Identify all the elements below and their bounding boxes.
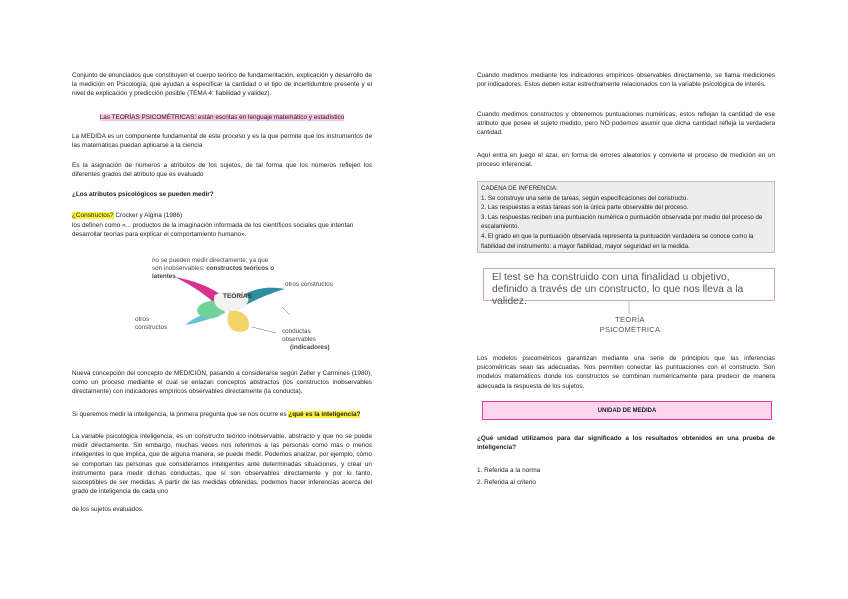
option-item: 1. Referida a la norma [477, 467, 541, 474]
asignacion-paragraph: Es la asignación de números a atributos de los sujetos, de tal forma que los números reflejen los diferentes grados del atributo que es evaluado [72, 162, 372, 179]
inference-chain-item: 3. Las respuestas reciben una puntuación numérica o puntuación observada por medio del proceso de escalamiento. [481, 213, 763, 231]
medicion-paragraph: Nueva concepción del concepto de MEDICIÓN, pasando a considerarse según Zeller y Carmines (1980), como un proceso mediante el cual se enlazan conceptos abstractos (los constructos inobservables directamente) con indicadores empíricos observables directamente (la conducta). [72, 370, 372, 396]
inteligencia-tail: de los sujetos evaluados. [72, 506, 144, 513]
constructos-ref: Crocker y Algina (1986) [113, 212, 183, 219]
constructos-definition: los definen como «... productos de la imaginación informada de los científicos sociales que intentan desarrollar teorías para explicar el comportamiento humano». [72, 222, 354, 239]
theory-psychometric-label [590, 315, 670, 335]
intro-paragraph: Conjunto de enunciados que constituyen el cuerpo teórico de fundamentación, explicación y desarrollo de la medición en Psicología, que ayudan a especificar la cantidad o el tipo de incertidumbre presente y el nivel de explicación y predicción posible (TEMA 4: fiabilidad y validez). [72, 72, 372, 98]
diagram-otros-right: otros constructos [285, 281, 333, 288]
constructos-numeric-paragraph: Cuando medimos constructos y obtenemos puntuaciones numéricas, estos reflejan la cantidad de ese atributo que posee el sujeto medido, pero NO podemos asumir que dicha cantidad refleja la verdadera cantidad. [477, 111, 775, 137]
question-medir: ¿Los atributos psicológicos se pueden medir? [72, 191, 214, 198]
teorias-title-text: Las TEORÍAS PSICOMÉTRICAS: están escritas en lenguaje matemático y estadístico [99, 114, 345, 121]
inteligencia-question-highlight: ¿qué es la inteligencia? [288, 411, 361, 418]
diagram-conductas: conductas observables [282, 328, 316, 343]
medida-paragraph: La MEDIDA es un componente fundamental de este proceso y es la que permite que los instrumentos de las matemáticas puedan aplicarse a la ciencia [72, 133, 372, 150]
inference-chain-item: 4. El grado en que la puntuación observada representa la puntuación verdadera se conoce como la fiabilidad del instrumento: a mayor fiabilidad, mayor seguridad en la medida. [481, 232, 754, 250]
inference-chain-item: 2. Las respuestas a estas tareas son la única parte observable del proceso. [481, 204, 689, 212]
diagram-top-label [152, 257, 277, 281]
inteligencia-question [72, 410, 372, 419]
diagram-indicadores: (indicadores) [290, 344, 330, 351]
constructos-label: ¿Constructos? [72, 212, 114, 219]
diagram-top-label-text: no se pueden medir directamente, ya que son inobservables: [152, 257, 269, 272]
indicadores-paragraph: Cuando medimos mediante los indicadores empíricos observables directamente, se llama mediciones por indicadores. Estos deben estar estrechamente relacionados con la variable psicológica de interés. [477, 72, 775, 89]
theory-label-line2: PSICOMÉTRICA [599, 325, 661, 334]
inteligencia-question-pre: Si queremos medir la inteligencia, la primera pregunta que se nos ocurre es [72, 411, 289, 418]
option-item: 2. Referida al criterio [477, 479, 536, 486]
unit-of-measure-title: UNIDAD DE MEDIDA [597, 407, 657, 414]
yellow-blob [228, 311, 249, 332]
theory-label-line1: TEORÍA [615, 315, 645, 324]
azar-paragraph: Aquí entra en juego el azar, en forma de errores aleatorios y convierte el proceso de medición en un proceso inferencial. [477, 152, 775, 169]
unidad-question: ¿Qué unidad utilizamos para dar significado a los resultados obtenidos en una prueba de inteligencia? [477, 435, 775, 452]
unit-of-measure-box [482, 401, 772, 420]
inference-chain-title: CADENA DE INFERENCIA: [481, 185, 558, 192]
diagram-top-label-bold: constructos teóricos o latentes [152, 265, 275, 280]
test-validity-box: El test se ha construido con una finalidad u objetivo, definido a través de un constructo, lo que nos lleva a la validez. [483, 268, 775, 301]
teorias-title [72, 113, 372, 122]
inteligencia-paragraph: La variable psicológica inteligencia, es un constructo teórico inobservable, abstracto y que no se puede medir directamente. Sin embargo, muchas veces nos referimos a las personas como más o menos inteligentes lo que implica, que de alguna manera, se puede medir. Podemos analizar, por ejemplo, cómo se comportan las personas que consideramos inteligentes ante determinadas situaciones, y crear un instrumento para medir dichas conductas, que sí son observables directamente y por lo tanto, susceptibles de ser medidas. A partir de las medidas obtenidas, podemos hacer inferencias acerca del grado de inteligencia de cada uno [72, 433, 372, 496]
inference-chain-item: 1. Se construye una serie de tareas, según especificaciones del constructo. [481, 194, 689, 202]
inference-chain-box [477, 181, 775, 253]
diagram-otros-left: otros constructos [135, 316, 168, 331]
pointer-line-bottom [252, 327, 276, 333]
modelos-paragraph: Los modelos psicométricos garantizan mediante una serie de principios que las inferencias psicométricas sean las adecuadas. Nos permiten conectar las puntuaciones con el constructo. Son modelos matemáticos donde los constructos se combinan numéricamente para predecir de manera adecuada la respuesta de los sujetos. [477, 355, 775, 390]
diagram-center-label: TEORÍAS [223, 293, 252, 300]
pointer-line-right [282, 307, 290, 315]
constructos-line [72, 211, 372, 220]
